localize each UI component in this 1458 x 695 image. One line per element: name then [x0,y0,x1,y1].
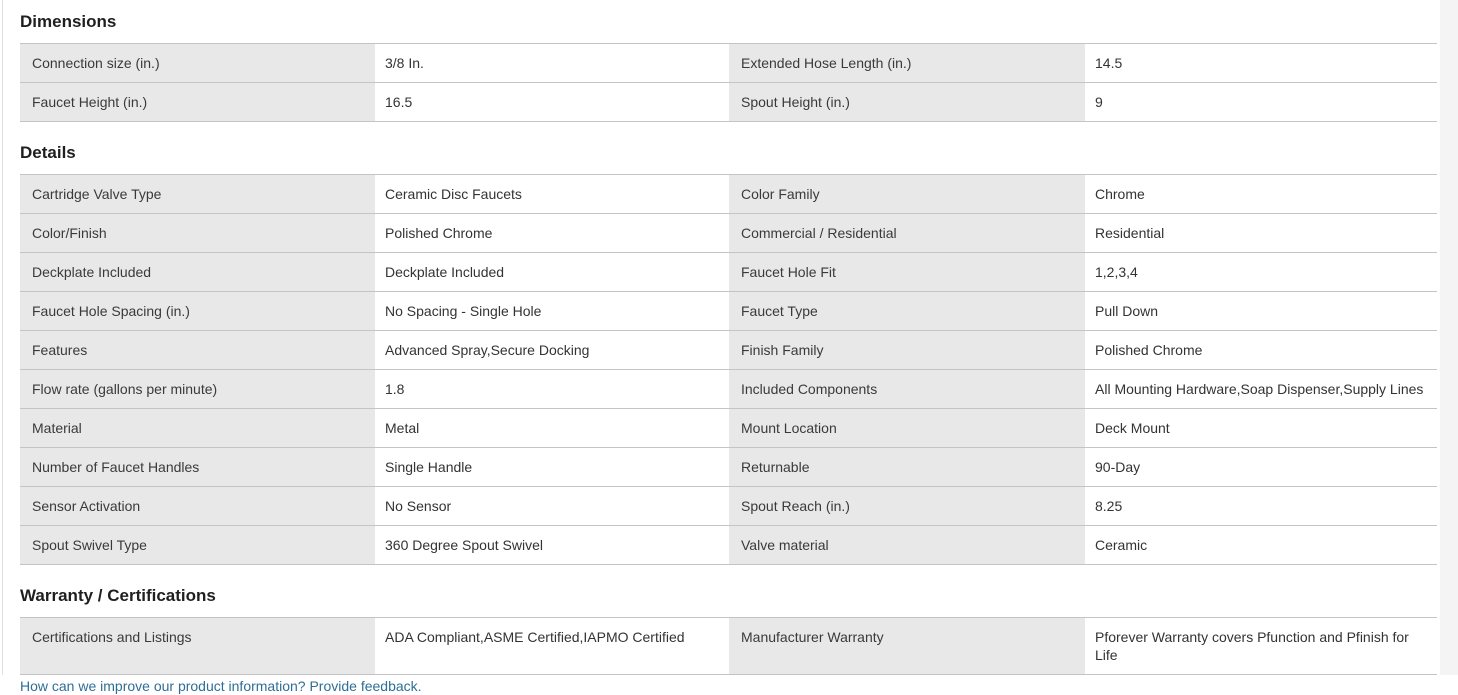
spec-table [20,174,1437,565]
spec-row [20,83,1437,122]
spec-value: Polished Chrome [375,214,729,252]
spec-value: 9 [1085,83,1437,121]
spec-value: 1.8 [375,370,729,408]
spec-label: Faucet Height (in.) [20,83,375,121]
spec-label: Mount Location [729,409,1085,447]
spec-label: Commercial / Residential [729,214,1085,252]
container-left-border [2,0,3,675]
spec-label: Faucet Hole Spacing (in.) [20,292,375,330]
spec-label: Valve material [729,526,1085,564]
spec-label: Spout Height (in.) [729,83,1085,121]
spec-row [20,448,1437,487]
spec-label: Number of Faucet Handles [20,448,375,486]
spec-label: Flow rate (gallons per minute) [20,370,375,408]
scroll-gutter[interactable] [1440,0,1458,675]
spec-value: Advanced Spray,Secure Docking [375,331,729,369]
spec-value: Pforever Warranty covers Pfunction and Pfinish for Life [1085,618,1437,674]
spec-row [20,409,1437,448]
spec-table [20,43,1437,122]
spec-label: Manufacturer Warranty [729,618,1085,674]
spec-row [20,370,1437,409]
spec-label: Material [20,409,375,447]
spec-value: Deck Mount [1085,409,1437,447]
spec-value: No Sensor [375,487,729,525]
section-title: Details [20,143,76,162]
spec-row [20,487,1437,526]
spec-label: Spout Reach (in.) [729,487,1085,525]
spec-value: Ceramic Disc Faucets [375,175,729,213]
spec-row [20,214,1437,253]
spec-value: All Mounting Hardware,Soap Dispenser,Supply Lines [1085,370,1437,408]
provide-feedback-link[interactable]: How can we improve our product information? Provide feedback. [20,678,422,694]
spec-value: 90-Day [1085,448,1437,486]
spec-label: Color Family [729,175,1085,213]
spec-value: 8.25 [1085,487,1437,525]
spec-sections [20,12,1437,675]
spec-label: Color/Finish [20,214,375,252]
spec-row [20,44,1437,83]
spec-value: Residential [1085,214,1437,252]
spec-label: Connection size (in.) [20,44,375,82]
spec-value: Chrome [1085,175,1437,213]
spec-label: Included Components [729,370,1085,408]
spec-label: Certifications and Listings [20,618,375,674]
spec-section [20,586,1437,675]
spec-label: Features [20,331,375,369]
spec-row [20,175,1437,214]
spec-value: Pull Down [1085,292,1437,330]
spec-row [20,292,1437,331]
spec-value: Polished Chrome [1085,331,1437,369]
specifications-content [20,0,1437,695]
feedback-line [20,678,1437,695]
spec-label: Sensor Activation [20,487,375,525]
section-title: Warranty / Certifications [20,586,216,605]
spec-value: Single Handle [375,448,729,486]
spec-value: Metal [375,409,729,447]
spec-value: No Spacing - Single Hole [375,292,729,330]
spec-label: Cartridge Valve Type [20,175,375,213]
spec-label: Faucet Hole Fit [729,253,1085,291]
spec-row [20,331,1437,370]
spec-row [20,526,1437,565]
spec-value: 16.5 [375,83,729,121]
spec-value: 14.5 [1085,44,1437,82]
spec-value: ADA Compliant,ASME Certified,IAPMO Certified [375,618,729,674]
spec-label: Extended Hose Length (in.) [729,44,1085,82]
spec-value: 360 Degree Spout Swivel [375,526,729,564]
spec-label: Spout Swivel Type [20,526,375,564]
spec-value: Ceramic [1085,526,1437,564]
spec-table [20,617,1437,675]
spec-row [20,253,1437,292]
section-title: Dimensions [20,12,117,31]
spec-value: 1,2,3,4 [1085,253,1437,291]
spec-value: 3/8 In. [375,44,729,82]
spec-row [20,618,1437,675]
spec-label: Faucet Type [729,292,1085,330]
spec-value: Deckplate Included [375,253,729,291]
spec-section [20,143,1437,565]
spec-label: Finish Family [729,331,1085,369]
spec-label: Returnable [729,448,1085,486]
spec-section [20,12,1437,122]
spec-label: Deckplate Included [20,253,375,291]
